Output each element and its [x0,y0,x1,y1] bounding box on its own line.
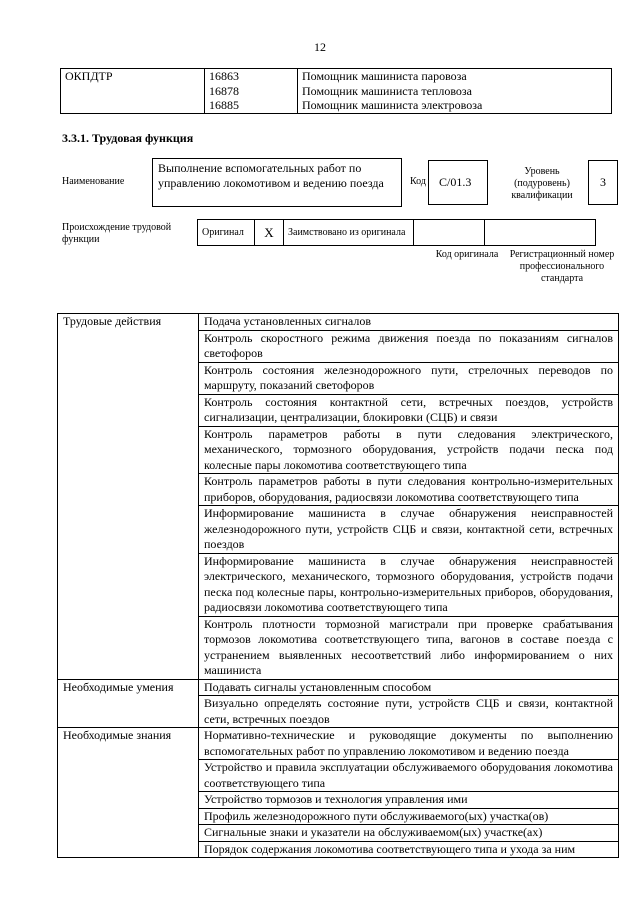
origin-label: Происхождение трудовой функции [62,222,172,245]
registration-number-note: Регистрационный номер профессионального стандарта [509,249,615,284]
table-row [58,679,619,696]
registration-number-cell [485,220,596,246]
item-description: Контроль состояния железнодорожного пути, стрелочных переводов по маршруту, показаний светофоров [199,362,619,394]
item-description: Контроль скоростного режима движения поезда по показаниям сигналов светофоров [199,330,619,362]
category-label: Трудовые действия [58,314,199,680]
item-description: Подавать сигналы установленным способом [199,679,619,696]
borrowed-label: Заимствовано из оригинала [284,220,414,246]
original-code-cell [414,220,485,246]
table-row [58,314,619,331]
item-description: Контроль параметров работы в пути следования электрического, механического, тормозного оборудования, устройств подачи песка под колесные пары локомотива соответствующего типа [199,426,619,474]
code-label: Код [410,176,426,187]
item-description: Контроль состояния контактной сети, встречных поездов, устройств сигнализации, централизации, блокировки (СЦБ) и связи [199,394,619,426]
item-description: Устройство и правила эксплуатации обслуживаемого оборудования локомотива соответствующего типа [199,760,619,792]
function-code-box: C/01.3 [428,160,488,205]
item-description: Нормативно-технические и руководящие документы по выполнению вспомогательных работ по управлению локомотивом и ведению поезда [199,728,619,760]
table-row [58,728,619,760]
qualification-level-label: Уровень (подуровень) квалификации [511,166,573,201]
origin-table [197,219,596,246]
original-mark: X [255,220,284,246]
item-description: Устройство тормозов и технология управления ими [199,792,619,809]
okpdtr-code: 16878 [205,84,298,99]
function-name-box: Выполнение вспомогательных работ по управлению локомотивом и ведению поезда [152,158,402,207]
item-description: Контроль параметров работы в пути следования контрольно-измерительных приборов, оборудования, радиосвязи локомотива соответствующего типа [199,474,619,506]
okpdtr-name: Помощник машиниста паровоза [298,69,612,84]
category-label: Необходимые умения [58,679,199,728]
page-number: 12 [314,40,326,54]
item-description: Контроль плотности тормозной магистрали при проверке срабатывания тормозов локомотива соответствующего типа, вагонов в составе поезда с устранением выявленных несоответствий либо информированием о них машиниста [199,616,619,679]
okpdtr-name: Помощник машиниста тепловоза [298,84,612,99]
okpdtr-name: Помощник машиниста электровоза [298,98,612,113]
item-description: Информирование машиниста в случае обнаружения неисправностей железнодорожного пути, устройств СЦБ и связи, контактной сети, встречных поездов [199,506,619,554]
item-description: Подача установленных сигналов [199,314,619,331]
item-description: Информирование машиниста в случае обнаружения неисправностей электрического, механического, тормозного оборудования, устройств подачи песка под колесные пары, контрольно-измерительных приборов, оборудования, радиосвязи локомотива соответствующего типа [199,553,619,616]
okpdtr-row [61,69,612,84]
okpdtr-table [60,68,612,114]
section-heading: 3.3.1. Трудовая функция [62,131,194,145]
item-description: Профиль железнодорожного пути обслуживаемого(ых) участка(ов) [199,808,619,825]
qualification-level-box: 3 [588,160,618,205]
okpdtr-code: 16885 [205,98,298,113]
original-label: Оригинал [198,220,255,246]
okpdtr-label: ОКПДТР [61,69,205,114]
original-code-note: Код оригинала [435,249,499,260]
item-description: Порядок содержания локомотива соответствующего типа и ухода за ним [199,841,619,858]
item-description: Сигнальные знаки и указатели на обслуживаемом(ых) участке(ах) [199,825,619,842]
function-details-table [57,313,619,858]
okpdtr-code: 16863 [205,69,298,84]
item-description: Визуально определять состояние пути, устройств СЦБ и связи, контактной сети, встречных поездов [199,696,619,728]
name-label: Наименование [62,176,125,187]
category-label: Необходимые знания [58,728,199,858]
